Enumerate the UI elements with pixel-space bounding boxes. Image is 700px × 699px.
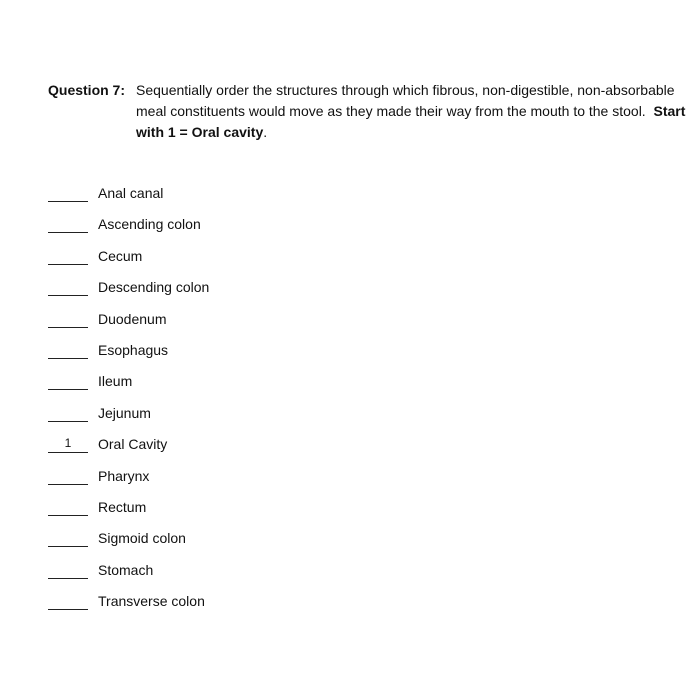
list-item [48, 591, 448, 622]
list-item [48, 183, 448, 214]
list-item [48, 371, 448, 402]
list-item [48, 246, 448, 277]
answer-blank[interactable] [48, 183, 88, 202]
structure-label: Pharynx [98, 467, 150, 484]
list-item [48, 403, 448, 434]
list-item [48, 466, 448, 497]
question-line-3 [136, 122, 698, 143]
answer-blank[interactable] [48, 371, 88, 390]
list-item [48, 340, 448, 371]
answer-blank[interactable] [48, 466, 88, 485]
question-line-2-bold: Start [653, 103, 686, 119]
structure-label: Duodenum [98, 310, 167, 327]
structure-label: Descending colon [98, 279, 210, 296]
answer-blank[interactable] [48, 403, 88, 422]
question-line-3-bold: with 1 = Oral cavity [136, 124, 264, 140]
question-line-1: Sequentially order the structures through which fibrous, non-digestible, non-absorbable [136, 82, 675, 98]
answer-blank[interactable] [48, 277, 88, 296]
structure-label: Ascending colon [98, 216, 201, 233]
answer-blank[interactable] [48, 340, 88, 359]
question-line-3-end: . [263, 124, 268, 140]
structure-label: Anal canal [98, 185, 164, 201]
answer-blank[interactable] [48, 497, 88, 516]
answer-list [48, 183, 448, 622]
answer-blank[interactable] [48, 246, 88, 265]
structure-label: Stomach [98, 561, 154, 578]
structure-label: Transverse colon [98, 593, 205, 610]
list-item [48, 434, 448, 465]
structure-label: Ileum [98, 373, 133, 390]
answer-blank[interactable]: 1 [48, 434, 88, 453]
answer-blank[interactable] [48, 528, 88, 547]
list-item [48, 497, 448, 528]
structure-label: Esophagus [98, 341, 169, 358]
list-item [48, 214, 448, 245]
answer-blank[interactable] [48, 560, 88, 579]
structure-label: Jejunum [98, 404, 151, 421]
list-item [48, 309, 448, 340]
answer-blank[interactable] [48, 591, 88, 610]
answer-blank[interactable] [48, 214, 88, 233]
question-label: Question 7: [48, 82, 126, 98]
structure-label: Sigmoid colon [98, 530, 186, 547]
question-line-2 [136, 101, 698, 122]
question-line-2-text: meal constituents would move as they made their way from the mouth to the stool. [136, 103, 646, 119]
list-item [48, 528, 448, 559]
answer-blank[interactable] [48, 309, 88, 328]
list-item [48, 277, 448, 308]
question-text [136, 80, 698, 143]
structure-label: Cecum [98, 247, 143, 264]
structure-label: Oral Cavity [98, 436, 168, 453]
list-item [48, 560, 448, 591]
structure-label: Rectum [98, 498, 147, 515]
